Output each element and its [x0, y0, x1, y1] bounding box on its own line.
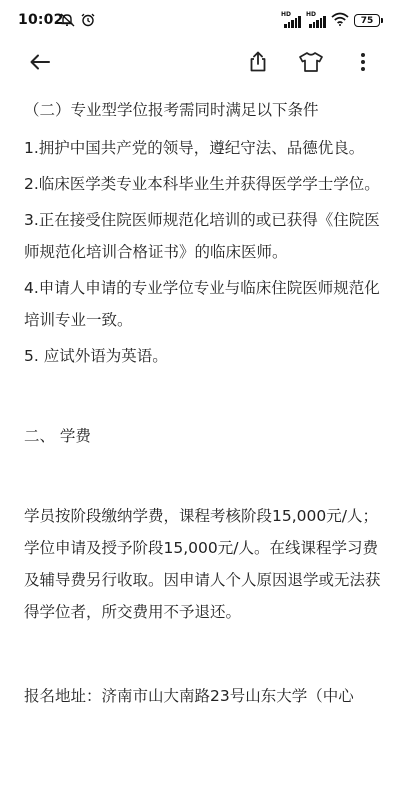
back-arrow-icon: [28, 50, 52, 78]
more-vertical-icon: [359, 51, 367, 77]
fee-heading: 二、 学费: [24, 427, 91, 445]
requirement-item: 4.申请人申请的专业学位专业与临床住院医师规范化培训专业一致。: [24, 279, 380, 329]
signal-hd-label: HD: [281, 10, 292, 18]
requirement-item: 1.拥护中国共产党的领导，遵纪守法、品德优良。: [24, 139, 365, 157]
fee-paragraph: 学员按阶段缴纳学费，课程考核阶段15,000元/人；学位申请及授予阶段15,000元/人。在线课程学习费及辅导费另行收取。因申请人个人原因退学或无法获得学位者，所交费用不予退还。: [24, 507, 381, 621]
back-button[interactable]: [24, 48, 56, 80]
status-time: 10:02: [18, 12, 64, 28]
theme-button[interactable]: [295, 48, 327, 80]
share-icon: [246, 50, 270, 78]
tshirt-icon: [298, 50, 324, 78]
signal-hd-label: HD: [306, 10, 317, 18]
more-options-button[interactable]: [347, 48, 379, 80]
mute-icon: [60, 12, 76, 31]
article-content: [24, 94, 386, 712]
status-bar: [0, 0, 400, 36]
signal-icon: [306, 10, 326, 28]
signal-icon: [281, 10, 301, 28]
share-button[interactable]: [242, 48, 274, 80]
status-right-icons: [281, 11, 380, 30]
requirement-item: 5. 应试外语为英语。: [24, 347, 168, 365]
requirement-item: 3.正在接受住院医师规范化培训的或已获得《住院医师规范化培训合格证书》的临床医师。: [24, 211, 380, 261]
requirement-item: 2.临床医学类专业本科毕业生并获得医学学士学位。: [24, 175, 380, 193]
battery-icon: 75: [354, 14, 380, 27]
status-left-icons: [60, 12, 96, 31]
section-heading: （二）专业型学位报考需同时满足以下条件: [24, 101, 319, 119]
top-toolbar: [0, 40, 400, 86]
alarm-icon: [80, 12, 96, 31]
wifi-icon: [331, 11, 349, 30]
address-paragraph: 报名地址：济南市山大南路23号山东大学（中心: [24, 687, 354, 705]
